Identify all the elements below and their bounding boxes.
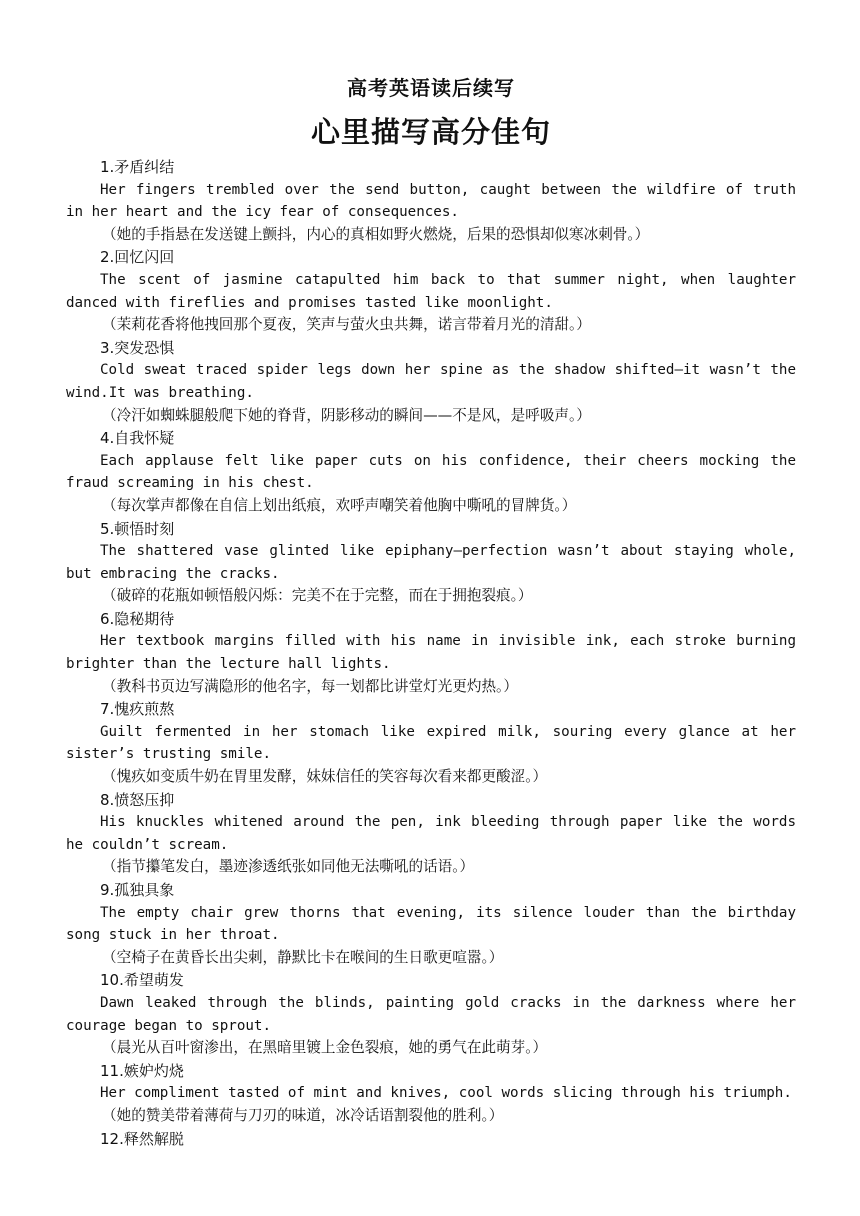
english-sentence: The scent of jasmine catapulted him back to that summer night, when laughter danced with fireflies and promises tasted like moonlight. (66, 271, 796, 311)
chinese-translation: （指节攥笔发白，墨迹渗透纸张如同他无法嘶吼的话语。） (102, 858, 475, 876)
chinese-translation: （冷汗如蜘蛛腿般爬下她的脊背，阴影移动的瞬间——不是风，是呼吸声。） (102, 406, 591, 424)
list-item (66, 1060, 796, 1128)
list-item (66, 608, 796, 698)
document-page (66, 72, 796, 1150)
chinese-translation: （她的手指悬在发送键上颤抖，内心的真相如野火燃烧，后果的恐惧却似寒冰刺骨。） (102, 225, 650, 243)
english-sentence: Dawn leaked through the blinds, painting gold cracks in the darkness where her courage began to sprout. (66, 994, 796, 1034)
chinese-translation: （每次掌声都像在自信上划出纸痕，欢呼声嘲笑着他胸中嘶吼的冒牌货。） (102, 496, 577, 514)
list-item (66, 969, 796, 1059)
list-item (66, 246, 796, 336)
chinese-translation: （教科书页边写满隐形的他名字，每一划都比讲堂灯光更灼热。） (102, 677, 518, 695)
list-item (66, 337, 796, 427)
english-sentence: Her compliment tasted of mint and knives, cool words slicing through his triumph. (100, 1085, 792, 1102)
chinese-translation: （晨光从百叶窗渗出，在黑暗里镀上金色裂痕，她的勇气在此萌芽。） (102, 1039, 548, 1057)
item-heading: 11.嫉妒灼烧 (100, 1061, 184, 1080)
item-heading: 12.释然解脱 (100, 1129, 184, 1148)
list-item (66, 427, 796, 517)
item-heading: 9.孤独具象 (100, 881, 175, 899)
item-heading: 8.愤怒压抑 (100, 790, 175, 809)
item-heading: 10.希望萌发 (100, 971, 184, 990)
item-heading: 6.隐秘期待 (100, 609, 175, 628)
list-item (66, 879, 796, 969)
item-heading: 3.突发恐惧 (100, 338, 175, 357)
list-item (66, 698, 796, 788)
chinese-translation: （愧疚如变质牛奶在胃里发酵，妹妹信任的笑容每次看来都更酸涩。） (102, 768, 548, 786)
chinese-translation: （茉莉花香将他拽回那个夏夜，笑声与萤火虫共舞，诺言带着月光的清甜。） (102, 316, 591, 334)
item-heading: 1.矛盾纠结 (100, 158, 175, 176)
english-sentence: Each applause felt like paper cuts on his confidence, their cheers mocking the fraud screaming in his chest. (66, 452, 796, 492)
list-item (66, 156, 796, 246)
item-heading: 5.顿悟时刻 (100, 519, 175, 538)
document-subtitle: 高考英语读后续写 (347, 76, 515, 100)
english-sentence: The empty chair grew thorns that evening, its silence louder than the birthday song stuck in her throat. (66, 904, 796, 944)
english-sentence: His knuckles whitened around the pen, ink bleeding through paper like the words he couldn’t scream. (66, 814, 796, 853)
english-sentence: Her fingers trembled over the send button, caught between the wildfire of truth in her heart and the icy fear of consequences. (66, 181, 796, 221)
english-sentence: Her textbook margins filled with his name in invisible ink, each stroke burning brighter than the lecture hall lights. (66, 633, 796, 673)
chinese-translation: （破碎的花瓶如顿悟般闪烁：完美不在于完整，而在于拥抱裂痕。） (102, 587, 533, 605)
list-item (66, 1128, 796, 1151)
chinese-translation: （空椅子在黄昏长出尖刺，静默比卡在喉间的生日歌更喧嚣。） (102, 948, 504, 966)
list-item (66, 789, 796, 879)
chinese-translation: （她的赞美带着薄荷与刀刃的味道，冰冷话语割裂他的胜利。） (102, 1106, 504, 1124)
document-title: 心里描写高分佳句 (310, 115, 551, 149)
list-item (66, 518, 796, 608)
english-sentence: Guilt fermented in her stomach like expired milk, souring every glance at her sister’s trusting smile. (66, 723, 796, 763)
sentence-list (66, 156, 796, 1150)
english-sentence: Cold sweat traced spider legs down her spine as the shadow shifted—it wasn’t the wind.It was breathing. (66, 362, 796, 401)
item-heading: 7.愧疚煎熬 (100, 700, 175, 719)
item-heading: 2.回忆闪回 (100, 248, 175, 267)
english-sentence: The shattered vase glinted like epiphany—perfection wasn’t about staying whole, but embracing the cracks. (66, 543, 796, 582)
item-heading: 4.自我怀疑 (100, 429, 175, 448)
